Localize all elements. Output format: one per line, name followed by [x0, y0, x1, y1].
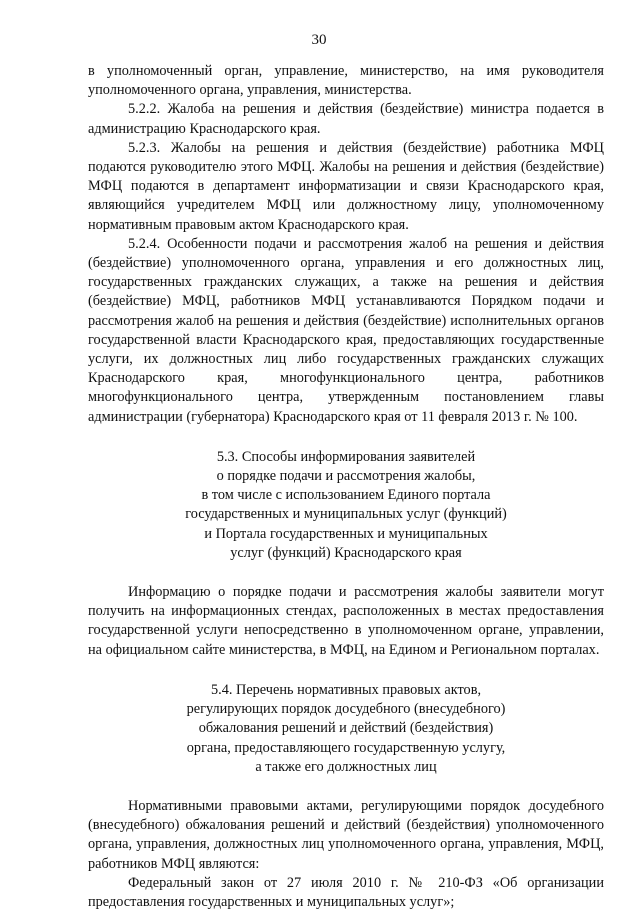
paragraph-normative-acts: Нормативными правовыми актами, регулирующими порядок досудебного (внесудебного) обжалования решений и действий (бездействия) уполномоченного органа, управления, должностных лиц уполномоченного органа, управления, МФЦ, работников МФЦ являются:	[88, 797, 604, 872]
heading-line: 5.4. Перечень нормативных правовых актов,	[210, 681, 482, 698]
paragraph-federal-law: Федеральный закон от 27 июля 2010 г. № 210-ФЗ «Об организации предоставления государственных и муниципальных услуг»;	[88, 874, 604, 910]
heading-line: обжалования решений и действий (бездействия)	[198, 720, 494, 737]
spacer	[88, 777, 604, 797]
heading-line: о порядке подачи и рассмотрения жалобы,	[216, 468, 476, 485]
spacer	[88, 563, 604, 583]
paragraph-information: Информацию о порядке подачи и рассмотрения жалобы заявители могут получить на информационных стендах, расположенных в местах предоставления государственной услуги непосредственно в уполномоченном органе, управлении, на официальном сайте министерства, в МФЦ, на Едином и Региональном порталах.	[88, 584, 604, 658]
heading-line: государственных и муниципальных услуг (функций)	[185, 506, 507, 523]
section-heading-5-3	[88, 448, 604, 563]
paragraph-5-2-4: 5.2.4. Особенности подачи и рассмотрения жалоб на решения и действия (бездействие) уполномоченного органа, управления и его должностных лиц, государственных гражданских служащих, а также на решения и действия (бездействие) МФЦ, работников МФЦ устанавливаются Порядком подачи и рассмотрения жалоб на решения и действия (бездействие) исполнительных органов государственной власти Краснодарского края, предоставляющих государственные услуги, их должностных лиц либо государственных гражданских служащих Краснодарского края, многофункционального центра, работников многофункционального центра, утвержденным постановлением главы администрации (губернатора) Краснодарского края от 11 февраля 2013 г. № 100.	[88, 235, 604, 425]
paragraph-5-2-2: 5.2.2. Жалоба на решения и действия (бездействие) министра подается в администрацию Краснодарского края.	[88, 101, 604, 137]
paragraph-5-2-3: 5.2.3. Жалобы на решения и действия (бездействие) работника МФЦ подаются руководителю этого МФЦ. Жалобы на решения и действия (бездействие) МФЦ подаются в департамент информатизации и связи Краснодарского края, являющийся учредителем МФЦ или должностному лицу, уполномоченному нормативным правовым актом Краснодарского края.	[88, 139, 604, 233]
document-body	[88, 62, 604, 912]
page-number: 30	[311, 32, 327, 48]
heading-line: услуг (функций) Краснодарского края	[230, 544, 462, 561]
paragraph-continuation: в уполномоченный орган, управление, министерство, на имя руководителя уполномоченного органа, управления, министерства.	[88, 63, 604, 99]
heading-line: регулирующих порядок досудебного (внесудебного)	[186, 701, 506, 718]
heading-line: в том числе с использованием Единого портала	[201, 487, 491, 504]
heading-line: а также его должностных лиц	[255, 758, 437, 775]
heading-line: 5.3. Способы информирования заявителей	[216, 448, 476, 465]
section-heading-5-4	[88, 681, 604, 777]
heading-line: органа, предоставляющего государственную услугу,	[186, 739, 506, 756]
heading-line: и Портала государственных и муниципальных	[204, 525, 488, 542]
